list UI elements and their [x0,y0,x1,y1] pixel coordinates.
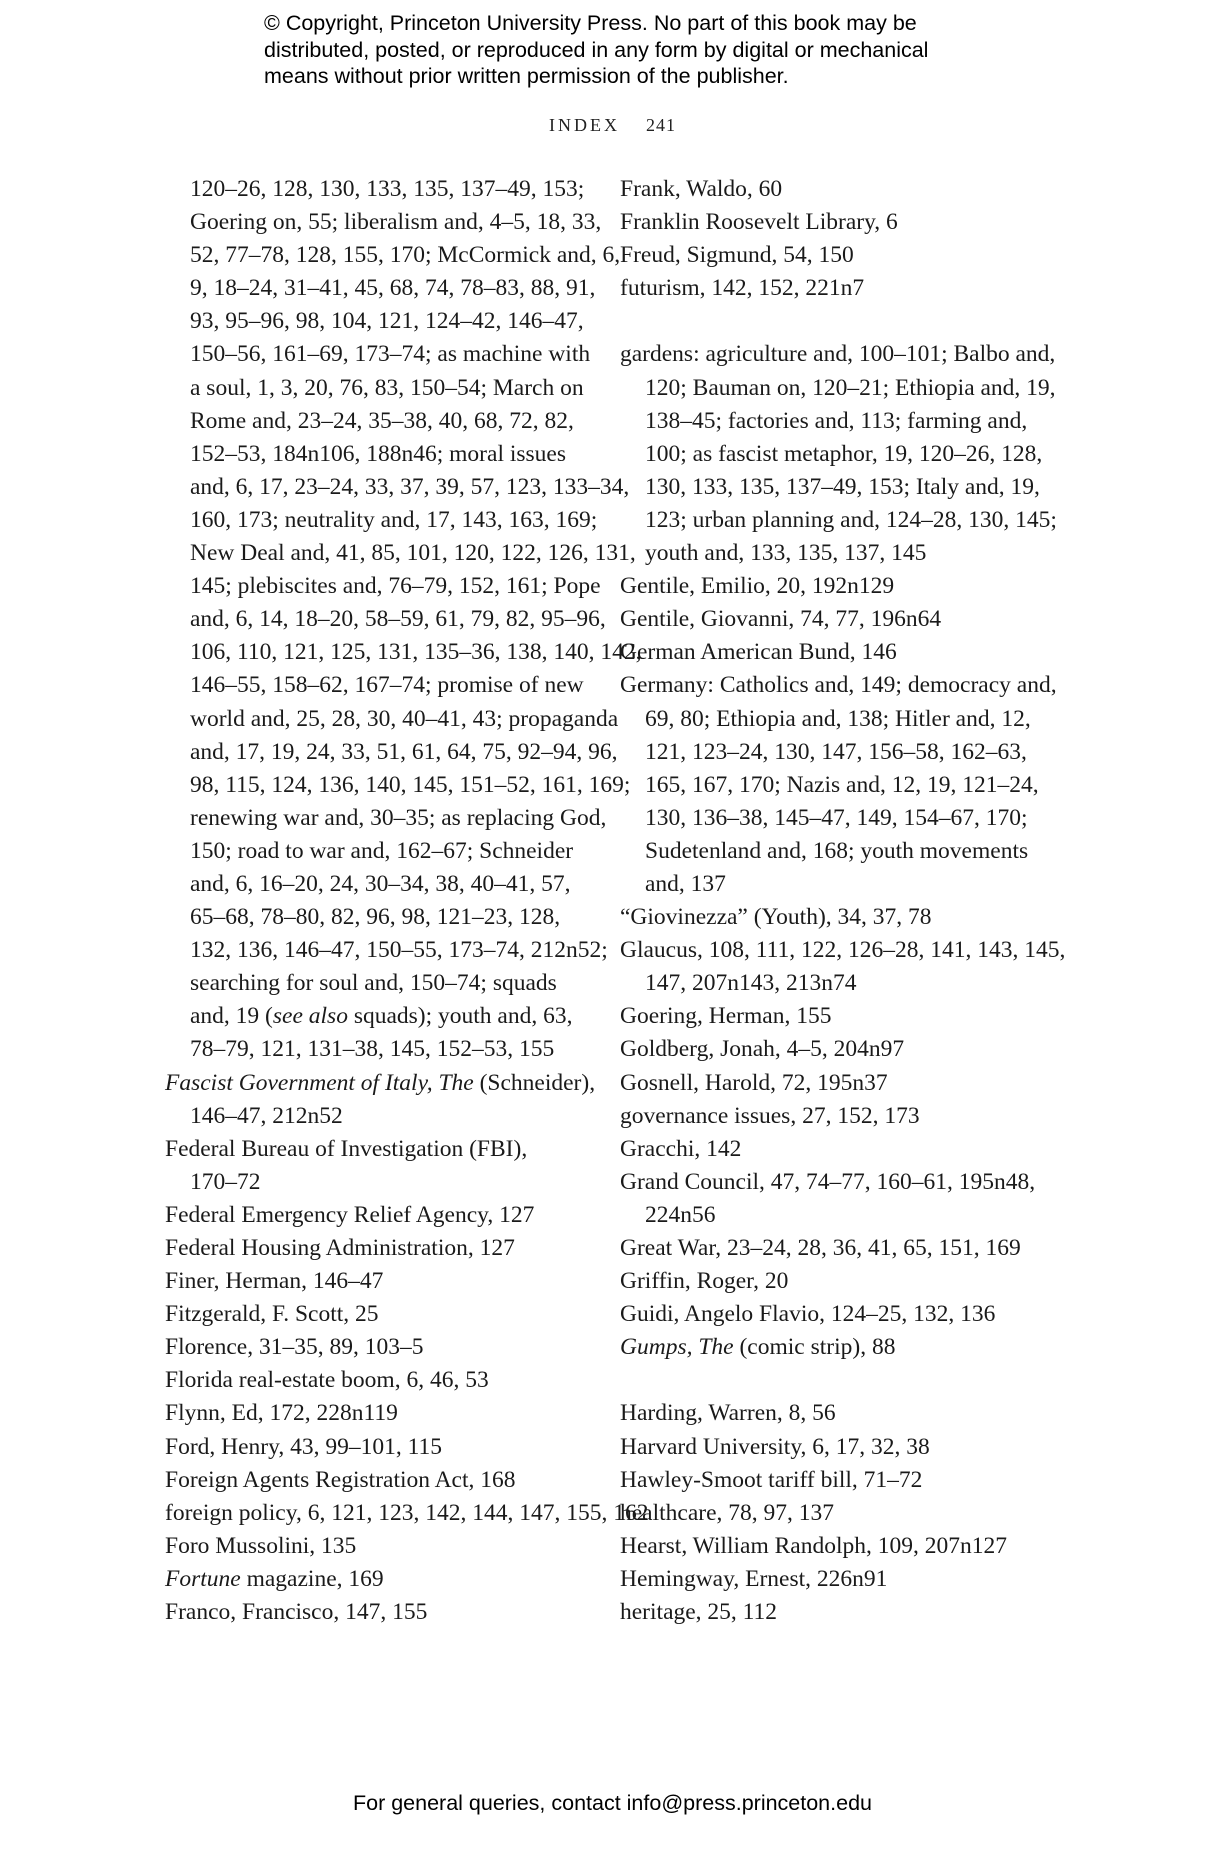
index-entry: Grand Council, 47, 74–77, 160–61, 195n48, 224n56 [620,1168,1036,1228]
index-entry: Fitzgerald, F. Scott, 25 [165,1301,379,1328]
index-entry: Goldberg, Jonah, 4–5, 204n97 [620,1036,905,1063]
page-number: 241 [646,115,676,135]
index-entry: Glaucus, 108, 111, 122, 126–28, 141, 143, 145, 147, 207n143, 213n74 [620,937,1066,997]
index-line: 120–26, 128, 130, 133, 135, 137–49, 153; [190,176,585,202]
index-entry: Franco, Francisco, 147, 155 [165,1599,428,1626]
index-line: a soul, 1, 3, 20, 76, 83, 150–54; March on [190,374,584,401]
running-head [0,115,1225,136]
index-line: 9, 18–24, 31–41, 45, 68, 74, 78–83, 88, 91, [190,275,596,302]
index-line: 98, 115, 124, 136, 140, 145, 151–52, 161, 169; [190,771,631,798]
footer-contact: For general queries, contact info@press.princeton.edu [352,1791,872,1815]
index-entry: Great War, 23–24, 28, 36, 41, 65, 151, 169 [620,1235,1021,1261]
index-column-right [620,173,1070,1629]
index-entry: Franklin Roosevelt Library, 6 [620,209,898,236]
index-entry: Germany: Catholics and, 149; democracy and, 69, 80; Ethiopia and, 138; Hitler and, 12, 121, 123–24, 130, 147, 156–58, 162–63, 165, 167, 170; Nazis and, 12, 19, 121–24, 130, 136–38, 145–47, 149, 154–67, 170; Sudetenland and, 168; youth movements and, 137 [620,672,1057,897]
index-entry: Frank, Waldo, 60 [620,176,783,202]
index-entry: German American Bund, 146 [620,639,897,666]
index-entry: “Giovinezza” (Youth), 34, 37, 78 [620,904,932,931]
index-entry: Gentile, Giovanni, 74, 77, 196n64 [620,606,942,633]
index-entry: Gracchi, 142 [620,1135,742,1162]
index-line: Rome and, 23–24, 35–38, 40, 68, 72, 82, [190,407,574,434]
index-entry: Guidi, Angelo Flavio, 124–25, 132, 136 [620,1301,996,1328]
index-entry: foreign policy, 6, 121, 123, 142, 144, 147, 155, 162 [165,1499,649,1526]
index-entry: Fascist Government of Italy, The (Schneider), [165,1069,596,1096]
index-entry: Freud, Sigmund, 54, 150 [620,242,854,269]
index-entry: Griffin, Roger, 20 [620,1268,789,1295]
index-line: and, 6, 16–20, 24, 30–34, 38, 40–41, 57, [190,870,571,897]
index-entry: Harding, Warren, 8, 56 [620,1400,836,1427]
index-entry: gardens: agriculture and, 100–101; Balbo and, 120; Bauman on, 120–21; Ethiopia and, 19, 138–45; factories and, 113; farming and, 100; as fascist metaphor, 19, 120–26, 128, 130, 133, 135, 137–49, 153; Italy and, 19, 123; urban planning and, 124–28, 130, 145; youth and, 133, 135, 137, 145 [620,341,1057,567]
index-entry: Federal Emergency Relief Agency, 127 [165,1201,535,1228]
index-line: 106, 110, 121, 125, 131, 135–36, 138, 140, 142, [190,639,642,666]
index-entry: Foro Mussolini, 135 [165,1532,357,1559]
index-entry: futurism, 142, 152, 221n7 [620,275,865,302]
index-line: 93, 95–96, 98, 104, 121, 124–42, 146–47, [190,308,584,335]
index-entry: Gosnell, Harold, 72, 195n37 [620,1069,888,1096]
index-entry: Foreign Agents Registration Act, 168 [165,1466,516,1493]
index-line: and, 17, 19, 24, 33, 51, 61, 64, 75, 92–94, 96, [190,738,618,765]
index-entry: Gentile, Emilio, 20, 192n129 [620,573,895,600]
index-line: renewing war and, 30–35; as replacing God, [190,804,607,831]
copyright-line: © Copyright, Princeton University Press. No part of this book may be [264,11,917,35]
index-line: 146–55, 158–62, 167–74; promise of new [190,672,584,699]
index-line: 150; road to war and, 162–67; Schneider [190,837,574,864]
index-entry: Hemingway, Ernest, 226n91 [620,1565,888,1592]
index-line: 150–56, 161–69, 173–74; as machine with [190,341,591,368]
copyright-notice [264,10,1024,90]
index-entry: Florence, 31–35, 89, 103–5 [165,1334,424,1361]
index-entry: healthcare, 78, 97, 137 [620,1499,835,1526]
index-line: 160, 173; neutrality and, 17, 143, 163, 169; [190,506,598,533]
index-line: 65–68, 78–80, 82, 96, 98, 121–23, 128, [190,904,561,931]
index-line: searching for soul and, 150–74; squads [190,970,557,997]
index-line: 170–72 [190,1168,261,1195]
index-line: 52, 77–78, 128, 155, 170; McCormick and, 6, [190,242,621,269]
index-entry: Harvard University, 6, 17, 32, 38 [620,1433,930,1460]
section-gap [620,305,1070,338]
index-entry: governance issues, 27, 152, 173 [620,1102,920,1129]
fascism-entry-continuation [165,173,642,1000]
index-entry: Finer, Herman, 146–47 [165,1268,384,1295]
index-line: 152–53, 184n106, 188n46; moral issues [190,440,566,467]
index-line: New Deal and, 41, 85, 101, 120, 122, 126, 131, [190,540,636,567]
index-line: Goering on, 55; liberalism and, 4–5, 18, 33, [190,209,602,236]
index-line: and, 19 (see also squads); youth and, 63, [190,1003,573,1030]
index-entry: heritage, 25, 112 [620,1599,778,1626]
index-entry: Ford, Henry, 43, 99–101, 115 [165,1433,442,1460]
index-line: 78–79, 121, 131–38, 145, 152–53, 155 [190,1036,555,1063]
index-line: world and, 25, 28, 30, 40–41, 43; propaganda [190,705,619,732]
index-entry: Hawley-Smoot tariff bill, 71–72 [620,1466,923,1493]
running-head-label: INDEX [549,115,620,135]
index-entry: Federal Bureau of Investigation (FBI), [165,1135,528,1162]
index-entry: Gumps, The (comic strip), 88 [620,1334,896,1361]
index-column-left [165,173,649,1629]
index-entry: Hearst, William Randolph, 109, 207n127 [620,1532,1007,1559]
index-line: and, 6, 17, 23–24, 33, 37, 39, 57, 123, 133–34, [190,473,630,500]
index-entry-list [620,1397,1070,1629]
index-line: 146–47, 212n52 [190,1102,343,1129]
index-entry-list [620,338,1070,1331]
copyright-line: distributed, posted, or reproduced in any form by digital or mechanical [264,37,929,62]
section-gap [620,1364,1070,1397]
index-entry-list [620,173,1070,305]
index-line: 132, 136, 146–47, 150–55, 173–74, 212n52; [190,937,608,964]
index-entry-list [165,1199,649,1563]
copyright-line: means without prior written permission of the publisher. [264,64,789,88]
index-entry: Florida real-estate boom, 6, 46, 53 [165,1367,489,1394]
index-entry: Federal Housing Administration, 127 [165,1235,515,1261]
index-line: 145; plebiscites and, 76–79, 152, 161; Pope [190,573,601,600]
index-entry: Goering, Herman, 155 [620,1003,832,1030]
index-entry: Flynn, Ed, 172, 228n119 [165,1400,398,1427]
index-line: and, 6, 14, 18–20, 58–59, 61, 79, 82, 95–96, [190,606,606,633]
index-entry: Fortune magazine, 169 [165,1565,384,1592]
